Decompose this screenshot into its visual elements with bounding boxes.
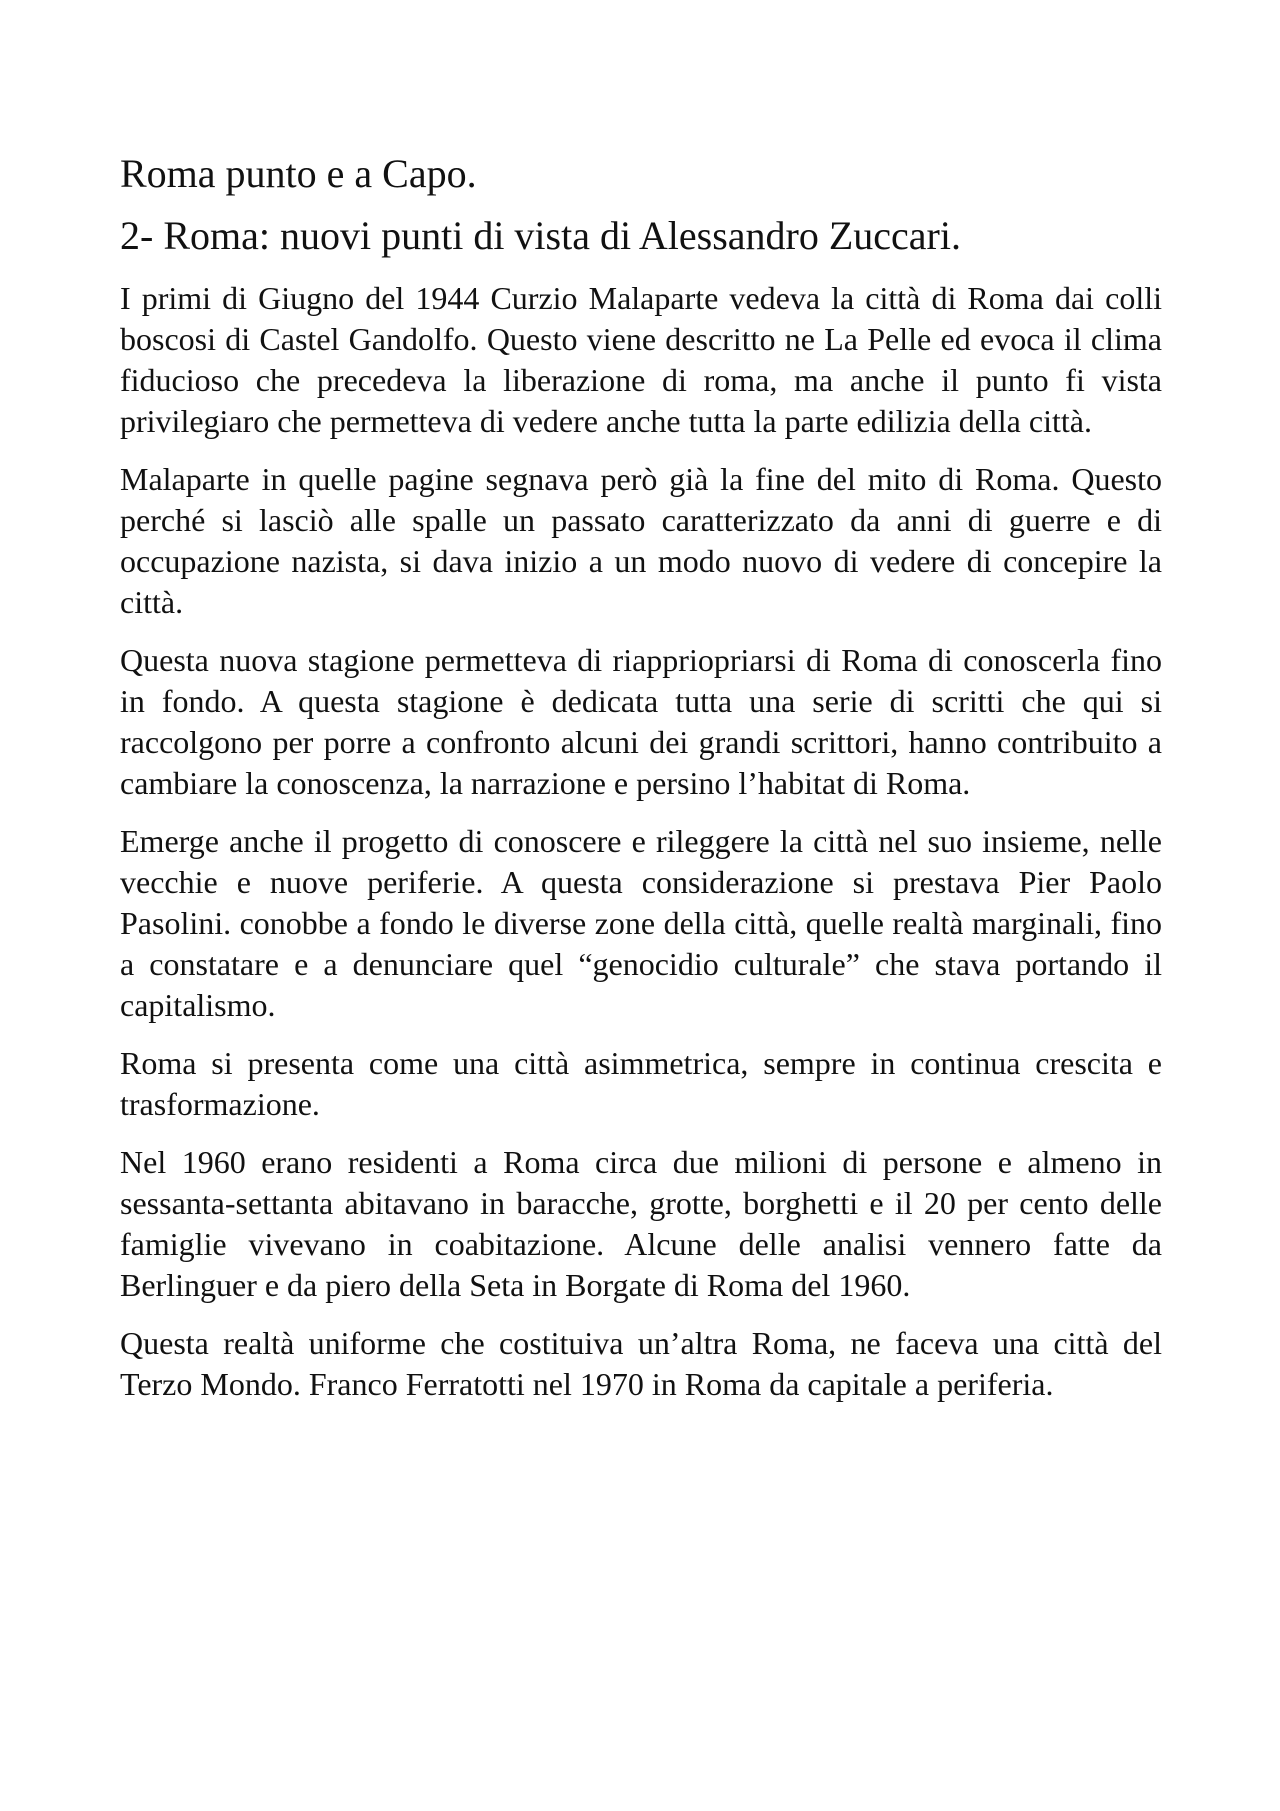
paragraph-2: Malaparte in quelle pagine segnava però già la fine del mito di Roma. Questo perché si lasciò alle spalle un passato caratterizzato da anni di guerre e di occupazione nazista, si dava inizio a un modo nuovo di vedere di concepire la città. — [120, 461, 1162, 620]
paragraph-6: Nel 1960 erano residenti a Roma circa due milioni di persone e almeno in sessanta-settanta abitavano in baracche, grotte, borghetti e il 20 per cento delle famiglie vivevano in coabitazione. Alcune delle analisi vennero fatte da Berlinguer e da piero della Seta in Borgate di Roma del 1960. — [120, 1144, 1162, 1303]
paragraph-3: Questa nuova stagione permetteva di riappriopriarsi di Roma di conoscerla fino in fondo. A questa stagione è dedicata tutta una serie di scritti che qui si raccolgono per porre a confronto alcuni dei grandi scrittori, hanno contribuito a cambiare la conoscenza, la narrazione e persino l’habitat di Roma. — [120, 642, 1162, 801]
paragraph-5: Roma si presenta come una città asimmetrica, sempre in continua crescita e trasformazione. — [120, 1045, 1162, 1122]
document-subtitle: 2- Roma: nuovi punti di vista di Alessandro Zuccari. — [120, 213, 961, 258]
document-page — [120, 150, 1162, 1422]
document-title: Roma punto e a Capo. — [120, 151, 477, 196]
paragraph-1: I primi di Giugno del 1944 Curzio Malaparte vedeva la città di Roma dai colli boscosi di Castel Gandolfo. Questo viene descritto ne La Pelle ed evoca il clima fiducioso che precedeva la liberazione di roma, ma anche il punto fi vista privilegiaro che permetteva di vedere anche tutta la parte edilizia della città. — [120, 280, 1162, 439]
paragraph-7: Questa realtà uniforme che costituiva un’altra Roma, ne faceva una città del Terzo Mondo. Franco Ferratotti nel 1970 in Roma da capitale a periferia. — [120, 1325, 1162, 1402]
paragraph-4: Emerge anche il progetto di conoscere e rileggere la città nel suo insieme, nelle vecchie e nuove periferie. A questa considerazione si prestava Pier Paolo Pasolini. conobbe a fondo le diverse zone della città, quelle realtà marginali, fino a constatare e a denunciare quel “genocidio culturale” che stava portando il capitalismo. — [120, 823, 1162, 1023]
